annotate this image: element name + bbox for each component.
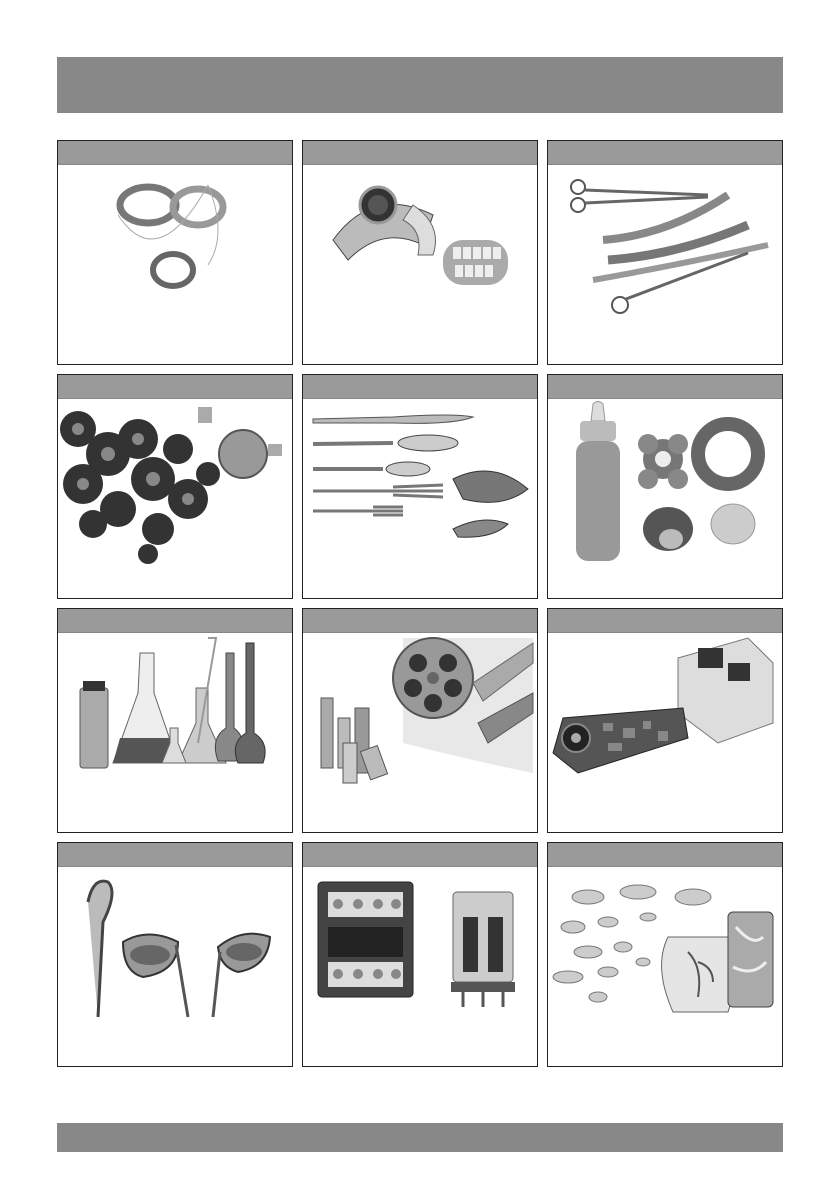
gears-card	[57, 374, 293, 599]
rings-icon	[58, 165, 292, 364]
contactors-relays-card	[302, 842, 538, 1067]
card-header	[303, 609, 537, 633]
relay-icon	[303, 867, 537, 1066]
card-header	[548, 375, 782, 399]
card-header	[548, 141, 782, 165]
card-header	[548, 609, 782, 633]
card-header	[58, 141, 292, 165]
surgical-instruments-card	[547, 140, 783, 365]
lens-icon	[548, 867, 782, 1066]
cutlery-icon	[303, 399, 537, 598]
watch-dentures-card	[302, 140, 538, 365]
gears-icon	[58, 399, 292, 598]
card-header	[548, 843, 782, 867]
card-header	[58, 843, 292, 867]
watch-icon	[303, 165, 537, 364]
circuit-board-icon	[548, 633, 782, 832]
baby-products-card	[547, 374, 783, 599]
card-header	[303, 843, 537, 867]
card-header	[303, 141, 537, 165]
baby-bottle-icon	[548, 399, 782, 598]
card-header	[58, 375, 292, 399]
forceps-icon	[548, 165, 782, 364]
card-header	[58, 609, 292, 633]
page-footer-bar	[57, 1123, 783, 1152]
card-header	[303, 375, 537, 399]
tubes-icon	[303, 633, 537, 832]
product-image-grid	[57, 140, 783, 1067]
electronics-card	[547, 608, 783, 833]
laboratory-glassware-card	[57, 608, 293, 833]
jewelry-rings-card	[57, 140, 293, 365]
metal-tubes-card	[302, 608, 538, 833]
golf-club-icon	[58, 867, 292, 1066]
silverware-card	[302, 374, 538, 599]
page-header-bar	[57, 57, 783, 113]
glass-lenses-card	[547, 842, 783, 1067]
flask-icon	[58, 633, 292, 832]
golf-clubs-card	[57, 842, 293, 1067]
